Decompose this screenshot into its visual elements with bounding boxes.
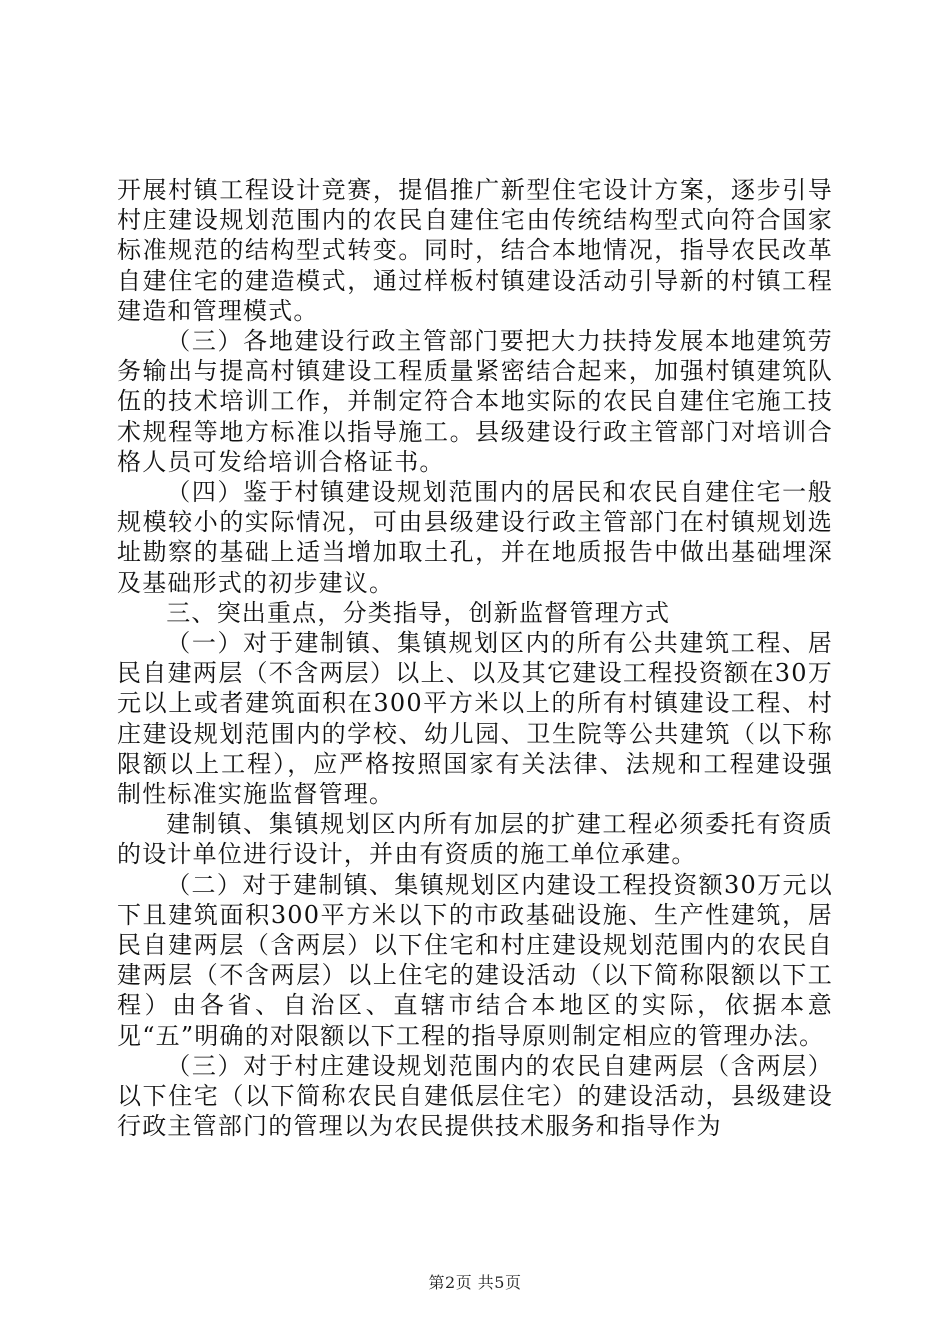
paragraph-2: （三）各地建设行政主管部门要把大力扶持发展本地建筑劳务输出与提高村镇建设工程质量紧密结合起来，加强村镇建筑队伍的技术培训工作，并制定符合本地实际的农民自建住宅施工技术规程等地方标准以指导施工。县级建设行政主管部门对培训合格人员可发给培训合格证书。 (117, 327, 833, 476)
page-number-footer: 第2页 共5页 (428, 1273, 522, 1292)
paragraph-4: （一）对于建制镇、集镇规划区内的所有公共建筑工程、居民自建两层（不含两层）以上、以及其它建设工程投资额在30万元以上或者建筑面积在300平方米以上的所有村镇建设工程、村庄建设规划范围内的学校、幼儿园、卫生院等公共建筑（以下称限额以上工程），应严格按照国家有关法律、法规和工程建设强制性标准实施监督管理。 (117, 629, 833, 809)
paragraph-6: （二）对于建制镇、集镇规划区内建设工程投资额30万元以下且建筑面积300平方米以下的市政基础设施、生产性建筑，居民自建两层（含两层）以下住宅和村庄建设规划范围内的农民自建两层（不含两层）以上住宅的建设活动（以下简称限额以下工程）由各省、自治区、直辖市结合本地区的实际，依据本意见“五”明确的对限额以下工程的指导原则制定相应的管理办法。 (117, 870, 833, 1050)
paragraph-7: （三）对于村庄建设规划范围内的农民自建两层（含两层）以下住宅（以下简称农民自建低层住宅）的建设活动，县级建设行政主管部门的管理以为农民提供技术服务和指导作为 (117, 1051, 833, 1141)
section-heading: 三、突出重点，分类指导，创新监督管理方式 (166, 598, 671, 627)
paragraph-5: 建制镇、集镇规划区内所有加层的扩建工程必须委托有资质的设计单位进行设计，并由有资质的施工单位承建。 (117, 810, 833, 869)
paragraph-1: 开展村镇工程设计竞赛，提倡推广新型住宅设计方案，逐步引导村庄建设规划范围内的农民自建住宅由传统结构型式向符合国家标准规范的结构型式转变。同时，结合本地情况，指导农民改革自建住宅的建造模式，通过样板村镇建设活动引导新的村镇工程建造和管理模式。 (117, 176, 833, 325)
document-body (117, 175, 833, 1142)
paragraph-3: （四）鉴于村镇建设规划范围内的居民和农民自建住宅一般规模较小的实际情况，可由县级建设行政主管部门在村镇规划选址勘察的基础上适当增加取土孔，并在地质报告中做出基础埋深及基础形式的初步建议。 (117, 478, 833, 597)
